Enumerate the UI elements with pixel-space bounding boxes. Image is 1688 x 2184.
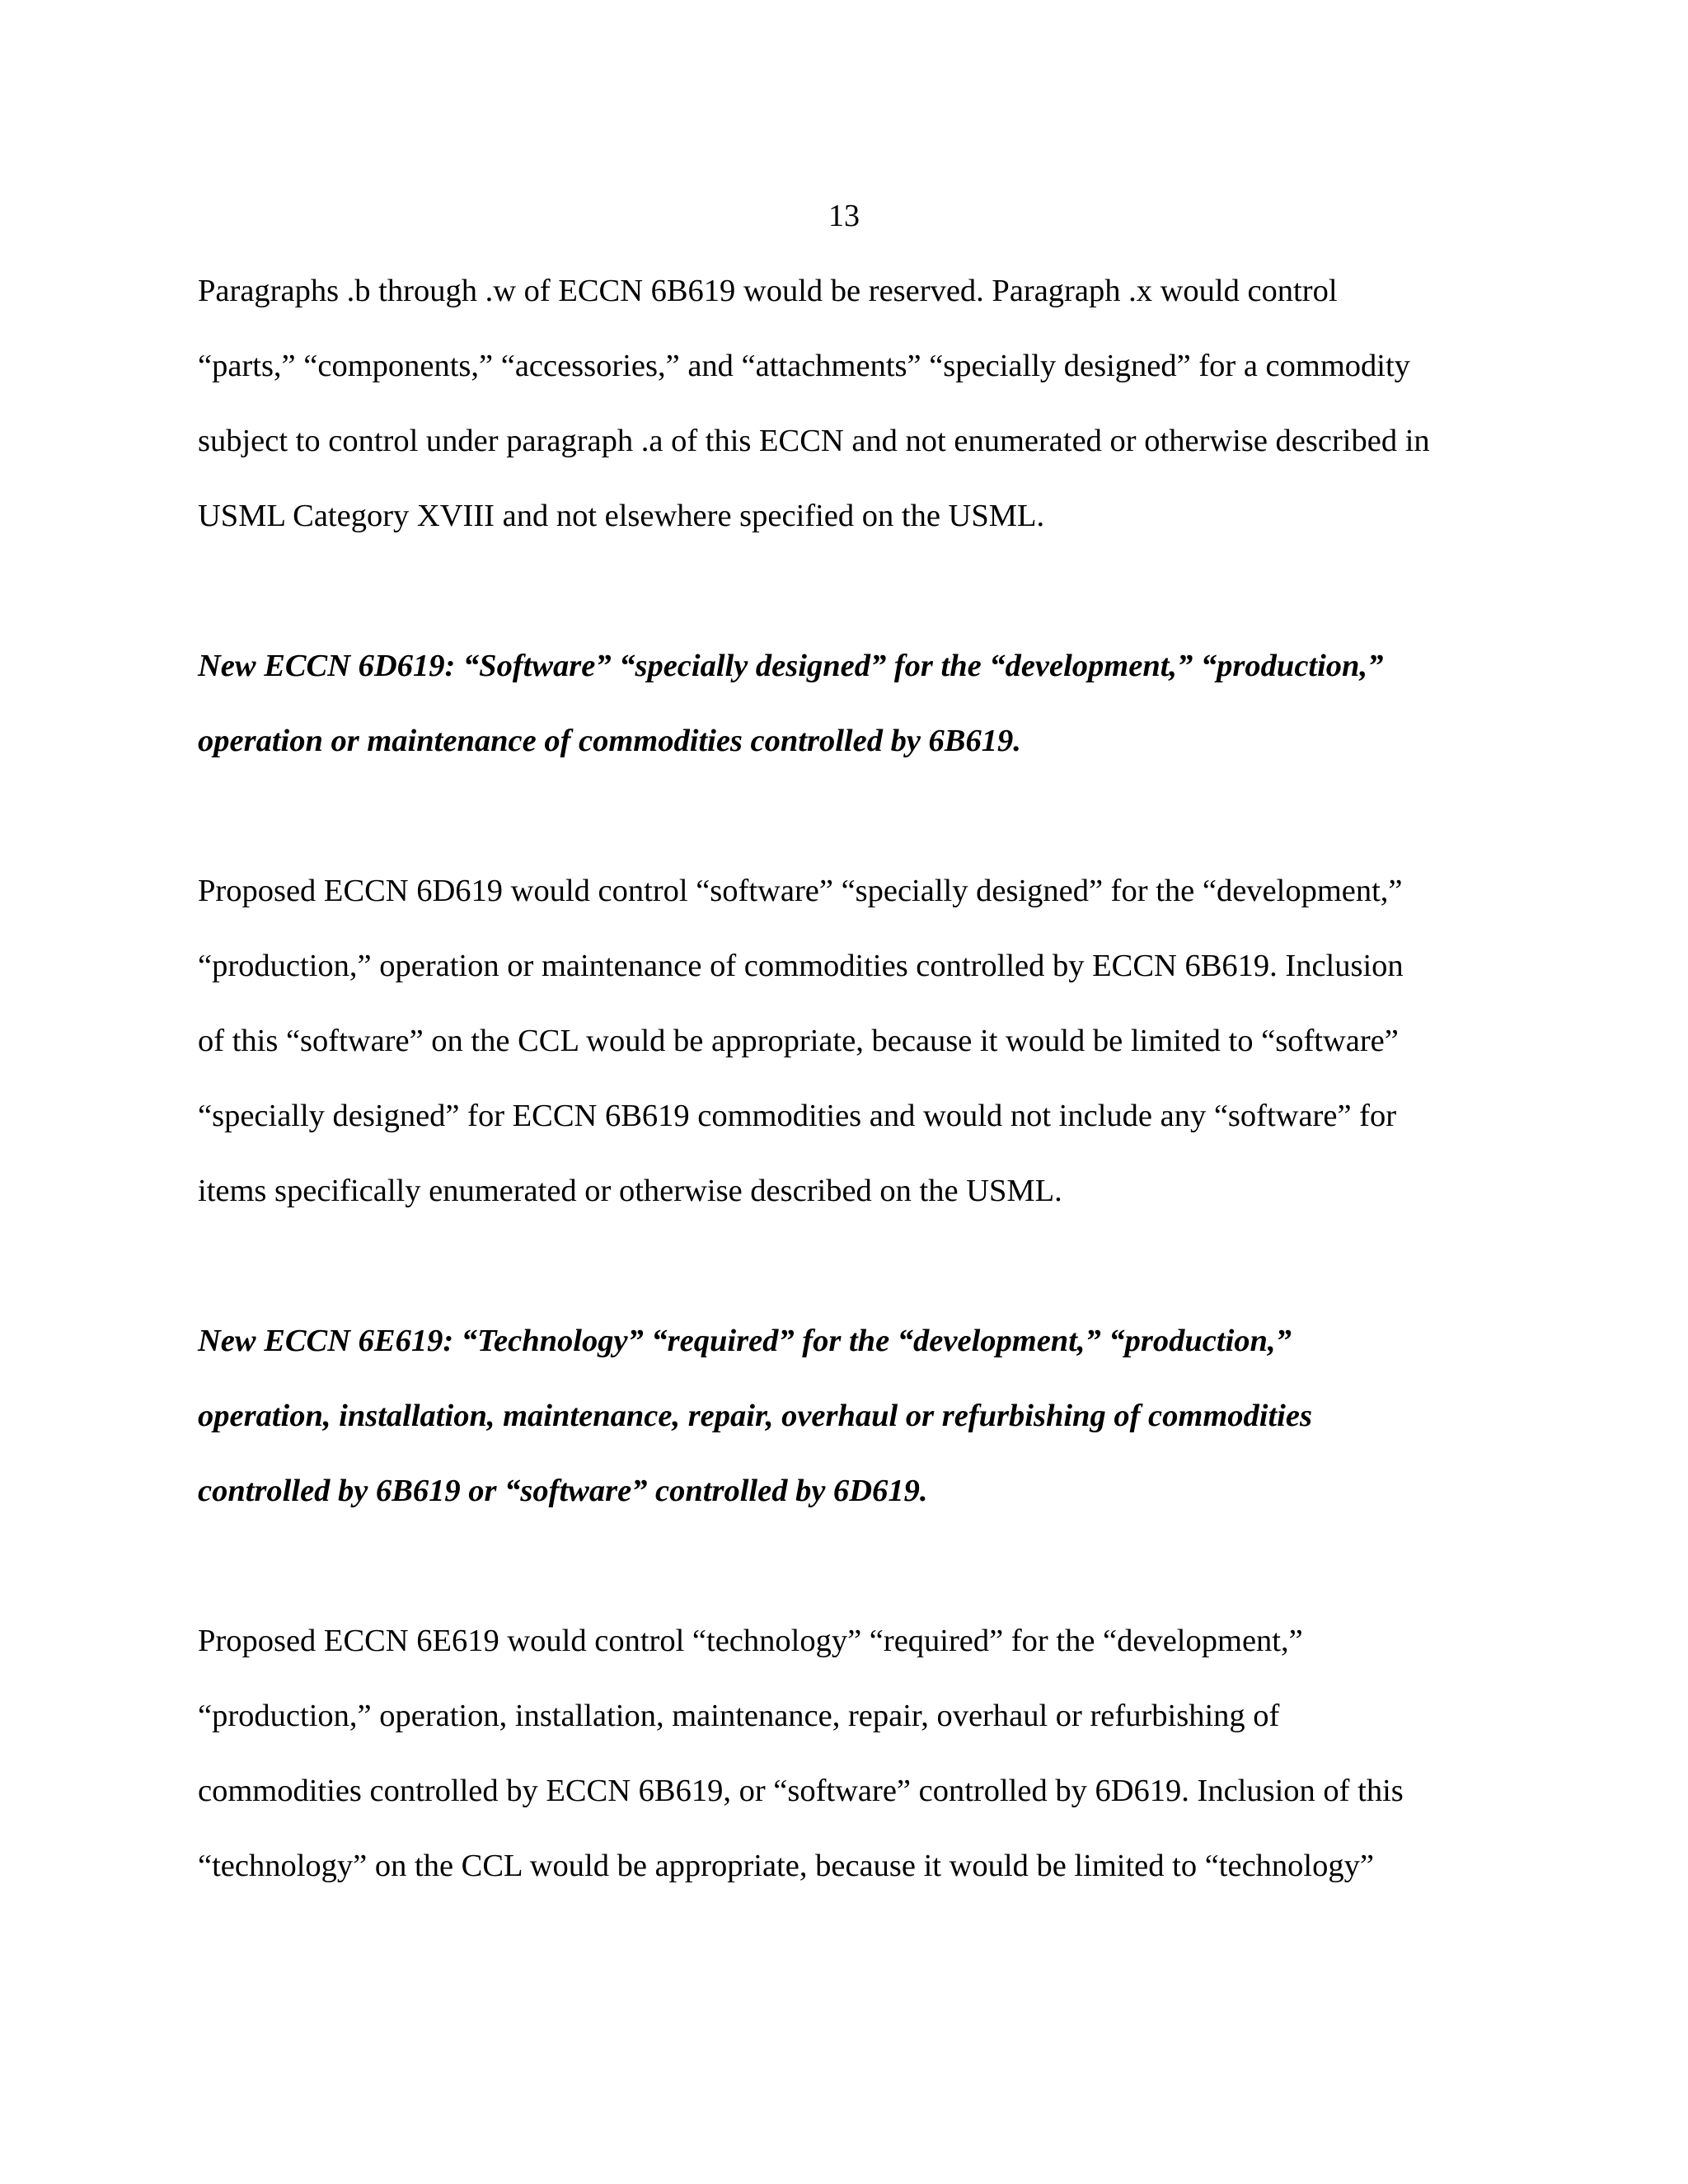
text-line: “production,” operation, installation, maintenance, repair, overhaul or refurbishing of: [198, 1699, 1280, 1733]
text-line: USML Category XVIII and not elsewhere specified on the USML.: [198, 499, 1045, 533]
heading-line: operation, installation, maintenance, repair, overhaul or refurbishing of commodities: [198, 1399, 1312, 1433]
heading-line: operation or maintenance of commodities controlled by 6B619.: [198, 724, 1021, 758]
text-line: “parts,” “components,” “accessories,” and “attachments” “specially designed” for a commodity: [198, 349, 1410, 383]
text-line: Proposed ECCN 6D619 would control “software” “specially designed” for the “development,”: [198, 874, 1403, 908]
heading-line: New ECCN 6E619: “Technology” “required” for the “development,” “production,”: [198, 1324, 1292, 1358]
heading-line: controlled by 6B619 or “software” controlled by 6D619.: [198, 1474, 928, 1508]
text-line: Proposed ECCN 6E619 would control “technology” “required” for the “development,”: [198, 1624, 1303, 1658]
page-number: 13: [828, 199, 860, 233]
text-line: Paragraphs .b through .w of ECCN 6B619 would be reserved. Paragraph .x would control: [198, 274, 1338, 308]
text-line: items specifically enumerated or otherwise described on the USML.: [198, 1174, 1062, 1208]
text-line: commodities controlled by ECCN 6B619, or “software” controlled by 6D619. Inclusion of this: [198, 1774, 1404, 1808]
text-line: subject to control under paragraph .a of this ECCN and not enumerated or otherwise described in: [198, 424, 1430, 458]
heading-line: New ECCN 6D619: “Software” “specially designed” for the “development,” “production,”: [198, 649, 1384, 683]
text-line: “production,” operation or maintenance of commodities controlled by ECCN 6B619. Inclusion: [198, 949, 1404, 983]
text-line: of this “software” on the CCL would be appropriate, because it would be limited to “software”: [198, 1024, 1399, 1058]
text-line: “specially designed” for ECCN 6B619 commodities and would not include any “software” for: [198, 1099, 1397, 1133]
text-line: “technology” on the CCL would be appropriate, because it would be limited to “technology”: [198, 1849, 1374, 1883]
